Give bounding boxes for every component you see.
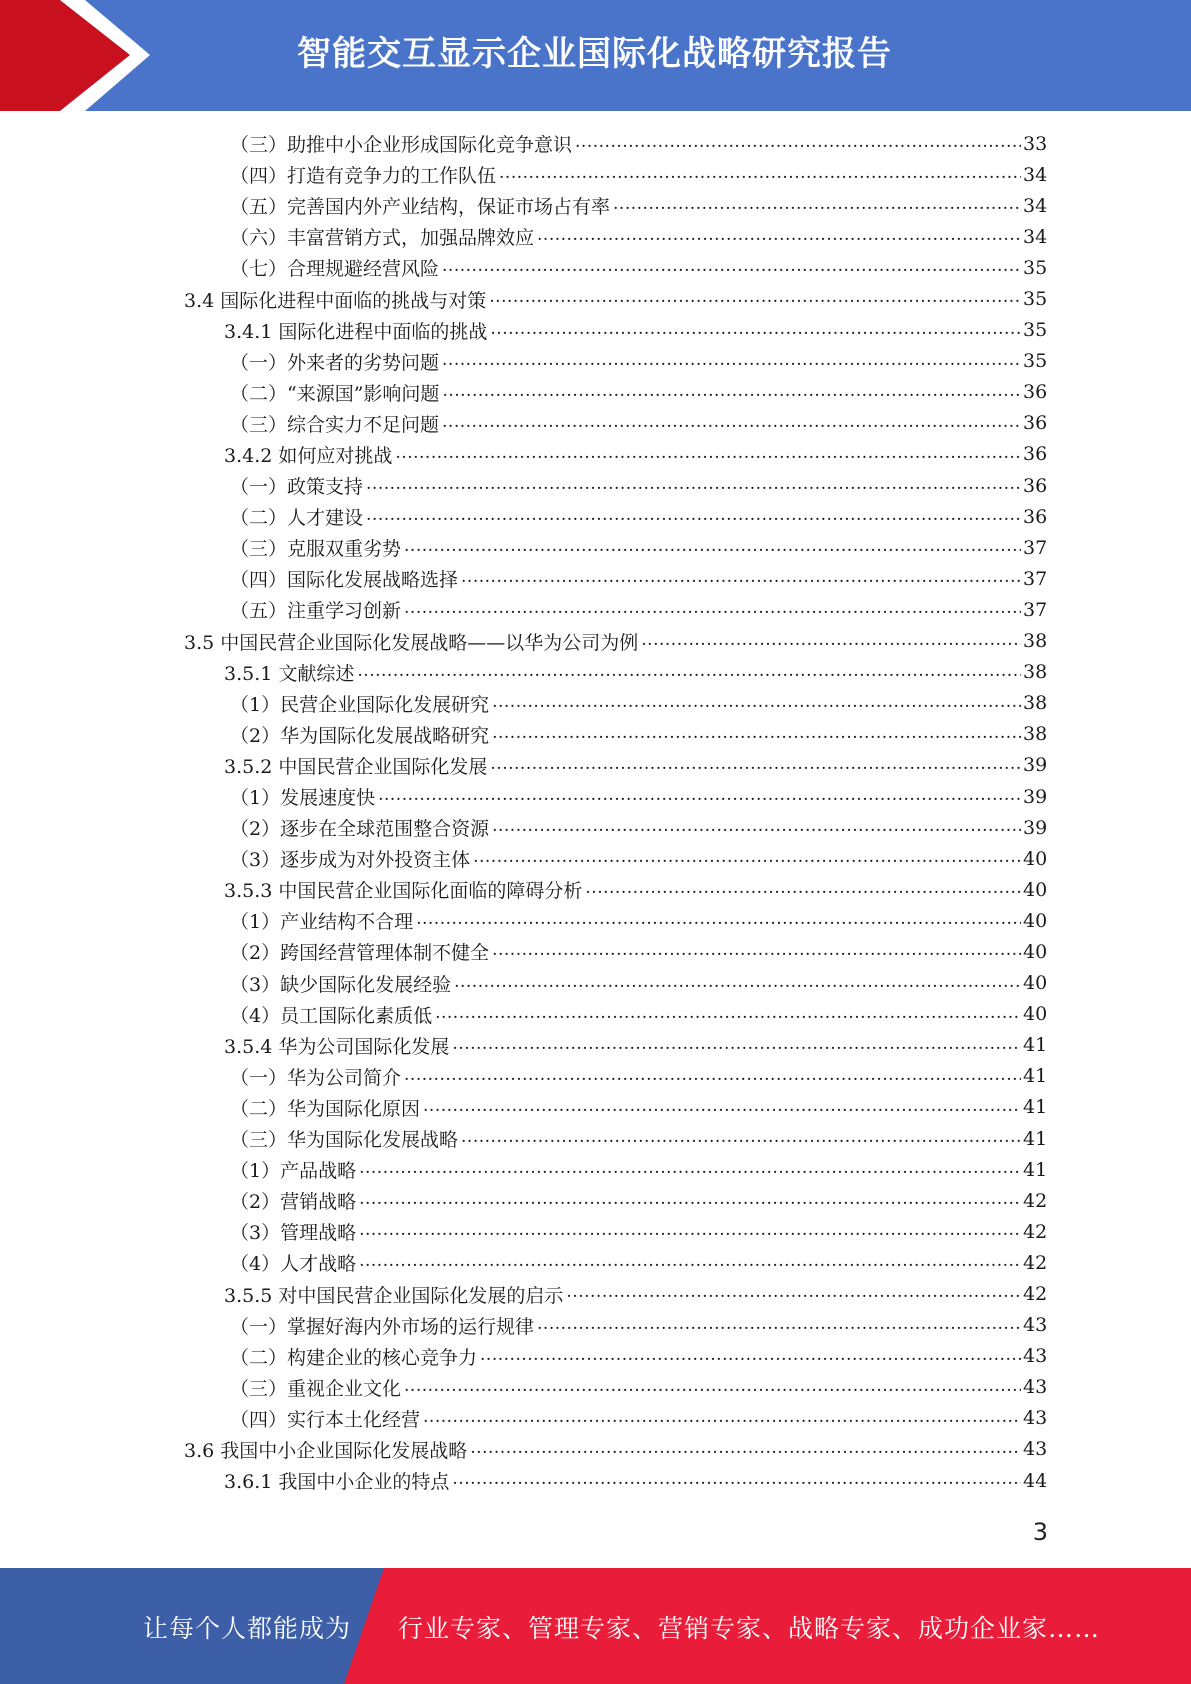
toc-dot-leader [585,874,1021,905]
toc-entry-page: 34 [1023,163,1048,186]
toc-dot-leader [492,812,1021,843]
toc-entry-title: （2）华为国际化发展战略研究 [230,724,490,747]
toc-entry-page: 35 [1023,256,1048,279]
toc-entry-page: 33 [1023,132,1048,155]
toc-entry-title: 3.4.1 国际化进程中面临的挑战 [224,320,488,343]
toc-entry[interactable] [0,252,1191,283]
toc-entry-title: （三）助推中小企业形成国际化竞争意识 [230,134,573,157]
toc-entry-title: 3.5.1 文献综述 [224,662,355,685]
toc-entry-page: 40 [1023,972,1048,995]
toc-entry-page: 43 [1023,1438,1048,1461]
toc-dot-leader [489,283,1021,314]
toc-dot-leader [537,221,1021,252]
toc-dot-leader [435,999,1021,1030]
toc-entry-page: 38 [1023,661,1048,684]
toc-dot-leader [641,626,1021,657]
toc-entry[interactable] [0,812,1191,843]
toc-dot-leader [442,346,1021,377]
toc-entry[interactable] [0,408,1191,439]
toc-entry-title: 3.5.3 中国民营企业国际化面临的障碍分析 [224,880,583,903]
toc-entry[interactable] [0,501,1191,532]
toc-entry-title: （3）缺少国际化发展经验 [230,973,452,996]
toc-entry-page: 43 [1023,1314,1048,1337]
toc-entry-page: 36 [1023,505,1048,528]
toc-dot-leader [492,719,1021,750]
toc-entry-title: （四）国际化发展战略选择 [230,569,459,592]
toc-entry-title: （二）华为国际化原因 [230,1097,421,1120]
toc-entry[interactable] [0,781,1191,812]
toc-entry[interactable] [0,1434,1191,1465]
toc-dot-leader [395,439,1021,470]
toc-entry-title: （2）跨国经营管理体制不健全 [230,942,490,965]
toc-entry-page: 39 [1023,754,1048,777]
toc-entry-page: 39 [1023,816,1048,839]
toc-entry-page: 43 [1023,1376,1048,1399]
toc-entry-page: 38 [1023,630,1048,653]
toc-entry[interactable] [0,1061,1191,1092]
footer-slogan-left: 让每个人都能成为 [143,1614,352,1643]
toc-entry-page: 42 [1023,1220,1048,1243]
toc-entry[interactable] [0,346,1191,377]
toc-entry-title: （2）逐步在全球范围整合资源 [230,818,490,841]
toc-entry-title: （3）逐步成为对外投资主体 [230,849,471,872]
toc-entry-page: 40 [1023,847,1048,870]
toc-entry[interactable] [0,905,1191,936]
toc-entry-page: 42 [1023,1251,1048,1274]
toc-entry[interactable] [0,999,1191,1030]
toc-dot-leader [470,1434,1021,1465]
toc-entry-title: 3.5.4 华为公司国际化发展 [224,1035,450,1058]
toc-entry[interactable] [0,1216,1191,1247]
toc-dot-leader [490,750,1021,781]
toc-entry-title: （1）产品战略 [230,1160,357,1183]
toc-dot-leader [492,688,1021,719]
toc-dot-leader [366,470,1021,501]
toc-entry-title: （三）重视企业文化 [230,1377,402,1400]
toc-entry[interactable] [0,750,1191,781]
toc-entry-title: （六）丰富营销方式，加强品牌效应 [230,227,535,250]
toc-entry-page: 41 [1023,1158,1048,1181]
toc-entry-title: （2）营销战略 [230,1191,357,1214]
toc-dot-leader [378,781,1021,812]
toc-entry[interactable] [0,936,1191,967]
toc-entry[interactable] [0,1123,1191,1154]
toc-entry[interactable] [0,874,1191,905]
toc-entry[interactable] [0,1341,1191,1372]
toc-entry-page: 41 [1023,1034,1048,1057]
toc-entry-page: 38 [1023,692,1048,715]
toc-entry-page: 40 [1023,940,1048,963]
toc-dot-leader [359,1154,1021,1185]
toc-entry[interactable] [0,315,1191,346]
page-header [0,0,1191,111]
toc-entry-page: 43 [1023,1407,1048,1430]
toc-dot-leader [499,159,1021,190]
toc-entry-page: 40 [1023,1003,1048,1026]
toc-entry-title: （一）华为公司简介 [230,1066,402,1089]
toc-dot-leader [423,1092,1021,1123]
toc-dot-leader [473,843,1021,874]
toc-entry[interactable] [0,968,1191,999]
toc-entry-page: 41 [1023,1096,1048,1119]
toc-entry[interactable] [0,532,1191,563]
toc-entry-title: （五）注重学习创新 [230,600,402,623]
toc-entry-title: （四）打造有竞争力的工作队伍 [230,165,497,188]
toc-entry-title: （五）完善国内外产业结构，保证市场占有率 [230,196,611,219]
toc-entry-title: （1）发展速度快 [230,787,376,810]
toc-entry[interactable] [0,1030,1191,1061]
toc-entry-page: 41 [1023,1127,1048,1150]
toc-entry-page: 37 [1023,567,1048,590]
toc-entry[interactable] [0,1185,1191,1216]
toc-entry-page: 43 [1023,1345,1048,1368]
toc-entry[interactable] [0,563,1191,594]
toc-entry[interactable] [0,221,1191,252]
toc-entry[interactable] [0,128,1191,159]
toc-dot-leader [490,315,1021,346]
toc-entry-title: （二）构建企业的核心竞争力 [230,1346,478,1369]
toc-entry[interactable] [0,1310,1191,1341]
toc-entry-title: （二）“来源国”影响问题 [230,382,440,405]
toc-dot-leader [404,1061,1021,1092]
toc-entry[interactable] [0,1247,1191,1278]
toc-entry[interactable] [0,1465,1191,1496]
toc-entry[interactable] [0,439,1191,470]
toc-entry[interactable] [0,190,1191,221]
toc-entry-page: 37 [1023,536,1048,559]
toc-entry-page: 42 [1023,1283,1048,1306]
toc-dot-leader [613,190,1021,221]
toc-entry-title: （4）员工国际化素质低 [230,1004,433,1027]
toc-entry-title: （1）产业结构不合理 [230,911,414,934]
toc-entry-title: 3.4.2 如何应对挑战 [224,444,393,467]
toc-dot-leader [359,1247,1021,1278]
toc-entry-page: 36 [1023,381,1048,404]
toc-entry-title: （3）管理战略 [230,1222,357,1245]
toc-entry-title: （一）外来者的劣势问题 [230,351,440,374]
toc-dot-leader [461,1123,1021,1154]
toc-dot-leader [454,968,1021,999]
toc-entry-page: 38 [1023,723,1048,746]
toc-entry[interactable] [0,657,1191,688]
toc-entry-page: 44 [1023,1469,1048,1492]
page-footer [0,1568,1191,1684]
toc-entry[interactable] [0,626,1191,657]
toc-dot-leader [357,657,1021,688]
toc-entry[interactable] [0,470,1191,501]
toc-entry-title: 3.6.1 我国中小企业的特点 [224,1471,450,1494]
toc-entry-title: 3.5.5 对中国民营企业国际化发展的启示 [224,1284,564,1307]
toc-dot-leader [492,936,1021,967]
toc-dot-leader [575,128,1021,159]
toc-entry-page: 40 [1023,878,1048,901]
toc-entry[interactable] [0,159,1191,190]
toc-entry-title: 3.5.2 中国民营企业国际化发展 [224,755,488,778]
toc-entry-page: 36 [1023,443,1048,466]
toc-dot-leader [480,1341,1021,1372]
toc-entry[interactable] [0,719,1191,750]
toc-entry-title: （二）人才建设 [230,507,364,530]
toc-dot-leader [404,532,1021,563]
toc-dot-leader [442,377,1021,408]
toc-dot-leader [442,408,1021,439]
toc-dot-leader [366,501,1021,532]
toc-entry-page: 36 [1023,412,1048,435]
toc-dot-leader [461,563,1021,594]
toc-entry-page: 34 [1023,225,1048,248]
header-arrow-icon [0,0,160,111]
toc-entry-title: （七）合理规避经营风险 [230,258,440,281]
toc-entry[interactable] [0,1403,1191,1434]
toc-entry-page: 37 [1023,598,1048,621]
toc-dot-leader [416,905,1021,936]
toc-dot-leader [442,252,1021,283]
toc-entry-page: 35 [1023,288,1048,311]
toc-entry-page: 39 [1023,785,1048,808]
toc-entry-page: 40 [1023,909,1048,932]
toc-entry[interactable] [0,1372,1191,1403]
toc-dot-leader [359,1216,1021,1247]
toc-entry-title: 3.5 中国民营企业国际化发展战略——以华为公司为例 [184,631,639,654]
toc-entry-title: （三）克服双重劣势 [230,538,402,561]
toc-dot-leader [537,1310,1021,1341]
toc-entry[interactable] [0,283,1191,314]
toc-entry[interactable] [0,1092,1191,1123]
toc-dot-leader [404,1372,1021,1403]
footer-slogan-right: 行业专家、管理专家、营销专家、战略专家、成功企业家…… [398,1614,1101,1643]
toc-dot-leader [452,1465,1021,1496]
toc-entry-title: 3.6 我国中小企业国际化发展战略 [184,1439,468,1462]
toc-entry-page: 36 [1023,474,1048,497]
toc-entry[interactable] [0,1278,1191,1309]
toc-entry-page: 35 [1023,319,1048,342]
toc-dot-leader [452,1030,1021,1061]
table-of-contents [0,128,1191,1496]
toc-entry[interactable] [0,594,1191,625]
toc-dot-leader [423,1403,1021,1434]
toc-entry-title: （三）综合实力不足问题 [230,413,440,436]
toc-entry-title: 3.4 国际化进程中面临的挑战与对策 [184,289,487,312]
toc-entry-title: （一）政策支持 [230,476,364,499]
toc-entry-page: 34 [1023,194,1048,217]
toc-entry-title: （四）实行本土化经营 [230,1408,421,1431]
toc-entry-title: （4）人才战略 [230,1253,357,1276]
toc-entry[interactable] [0,843,1191,874]
toc-entry[interactable] [0,688,1191,719]
toc-dot-leader [566,1278,1021,1309]
toc-dot-leader [359,1185,1021,1216]
page-number: 3 [1032,1518,1048,1546]
toc-entry-page: 35 [1023,350,1048,373]
toc-dot-leader [404,594,1021,625]
report-title: 智能交互显示企业国际化战略研究报告 [297,34,892,74]
toc-entry[interactable] [0,1154,1191,1185]
toc-entry-page: 42 [1023,1189,1048,1212]
toc-entry[interactable] [0,377,1191,408]
toc-entry-title: （一）掌握好海内外市场的运行规律 [230,1315,535,1338]
toc-entry-page: 41 [1023,1065,1048,1088]
toc-entry-title: （三）华为国际化发展战略 [230,1129,459,1152]
toc-entry-title: （1）民营企业国际化发展研究 [230,693,490,716]
